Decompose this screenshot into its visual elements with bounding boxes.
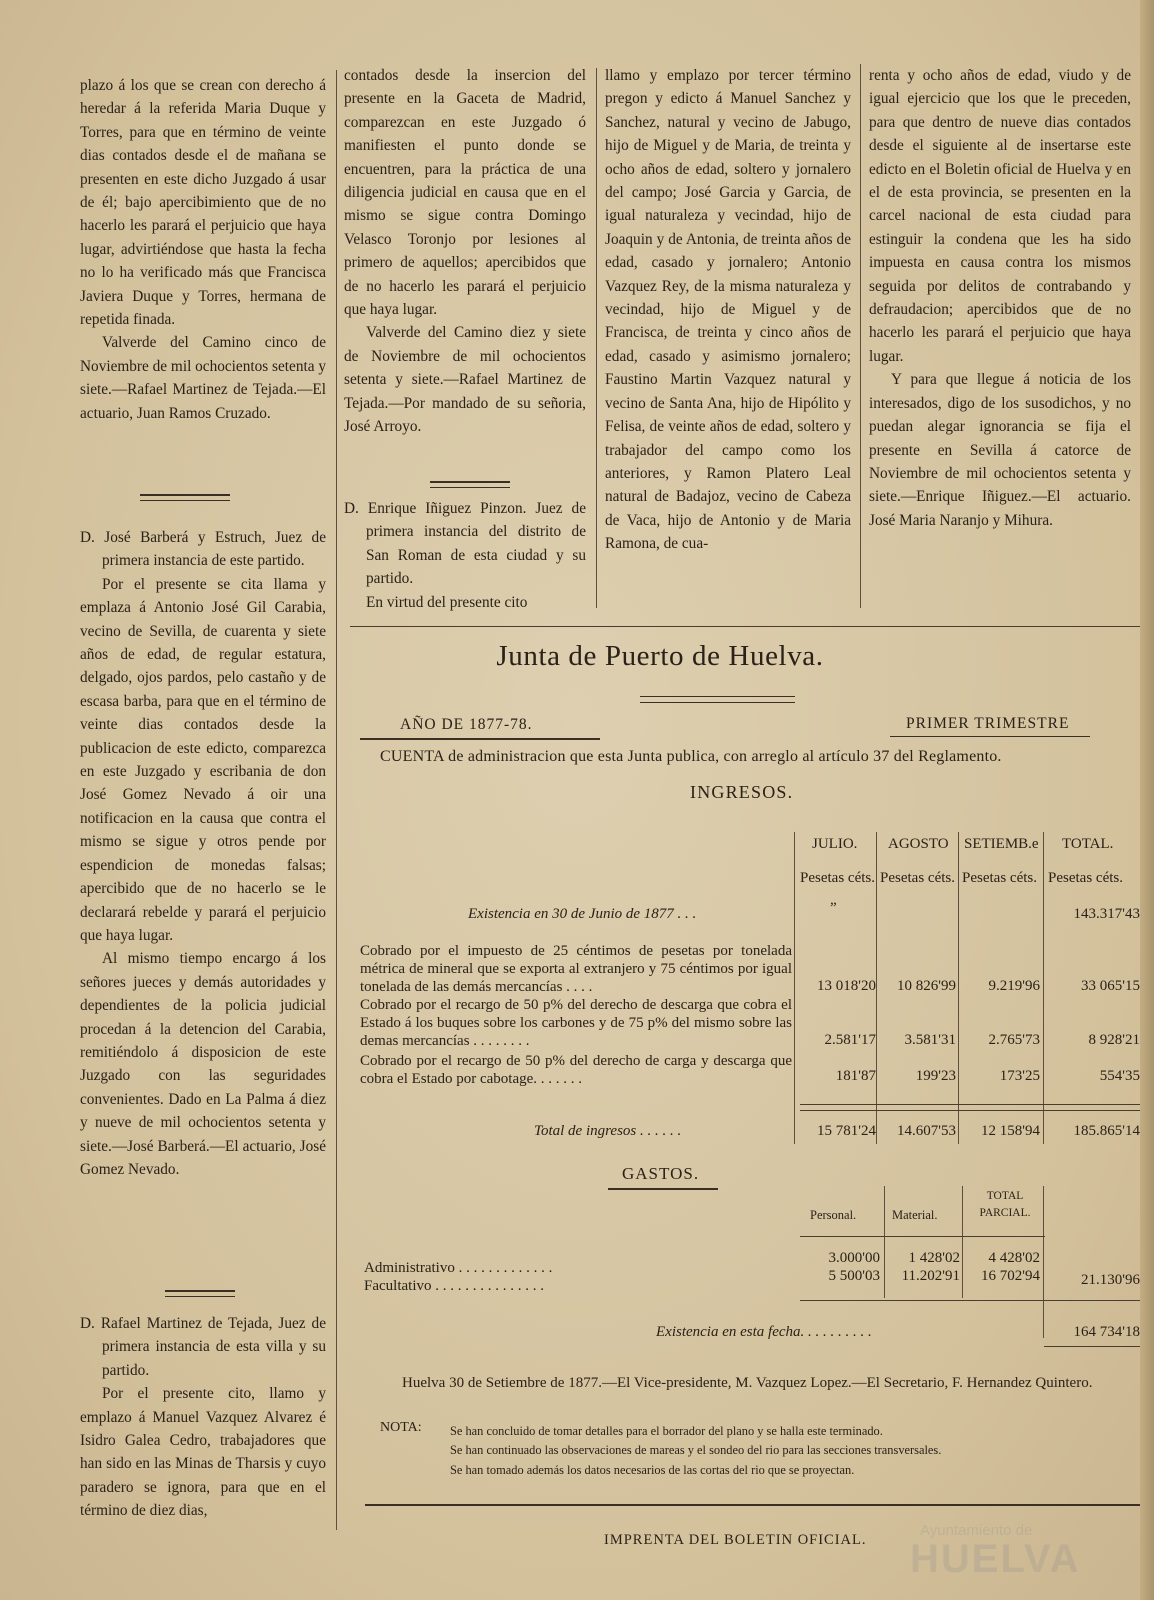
column-2 xyxy=(344,64,586,439)
unit-agosto: Pesetas céts. xyxy=(880,870,955,886)
gastos-title: GASTOS. xyxy=(622,1164,700,1183)
col1-paragraph-2: Valverde del Camino cinco de Noviembre de mil ochocientos setenta y siete.—Rafael Martinez de Tejada.—El actuario, Juan Ramos Cruzado. xyxy=(80,334,326,422)
trimester-underline xyxy=(890,736,1090,737)
separator-ornament xyxy=(140,494,230,501)
column-1c xyxy=(80,1312,326,1523)
ingreso-row-1-julio: 13 018'20 xyxy=(817,978,876,994)
gasto-row-2-parcial: 16 702'94 xyxy=(981,1268,1040,1284)
nota-3: Se han tomado además los datos necesarios de las cortas del rio que se proyectan. xyxy=(450,1463,855,1477)
unit-setiembre: Pesetas céts. xyxy=(962,870,1037,886)
watermark-line-1: Ayuntamiento de xyxy=(920,1522,1033,1539)
junta-title: Junta de Puerto de Huelva. xyxy=(496,640,824,672)
ingresos-title: INGRESOS. xyxy=(690,782,794,802)
col2-paragraph-1: contados desde la insercion del presente en la Gaceta de Madrid, comparezcan en este Juzgado ó manifiesten el punto donde se encuentren, para la práctica de una diligencia judicial en causa que en el mismo se sigue contra Domingo Velasco Toronjo por lesiones al primero de aquellos; apercibidos que de no hacerlo les parará el perjuicio que haya lugar. xyxy=(344,67,586,319)
column-2b xyxy=(344,497,586,614)
column-rule xyxy=(596,68,597,608)
gastos-hrule xyxy=(800,1236,1045,1237)
col2-heading-iniguez: D. Enrique Iñiguez Pinzon. Juez de primera instancia del distrito de San Roman de esta ciudad y su partido. xyxy=(344,500,586,588)
col1-paragraph-5: Por el presente cito, llamo y emplazo á Manuel Vazquez Alvarez é Isidro Galea Cedro, trabajadores que han sido en las Minas de Tharsis y cuyo paradero se ignora, para que en el término de diez dias, xyxy=(80,1385,326,1520)
column-4 xyxy=(869,64,1131,532)
ingreso-row-1-setiembre: 9.219'96 xyxy=(988,978,1040,994)
cuenta-intro: CUENTA de administracion que esta Junta publica, con arreglo al artículo 37 del Reglamento. xyxy=(380,748,1002,765)
ingreso-row-2-label: Cobrado por el recargo de 50 p% del derecho de descarga que cobra el Estado á los buques sobre los carbones y de 75 p% del mismo sobre las demas mercancías . . . . . . . . xyxy=(360,997,792,1049)
col2-paragraph-3: En virtud del presente cito xyxy=(366,593,528,611)
nota-2: Se han continuado las observaciones de mareas y el sondeo del rio para las secciones transversales. xyxy=(450,1443,942,1457)
col-header-agosto: AGOSTO xyxy=(888,836,949,852)
nota-label: NOTA: xyxy=(380,1420,422,1435)
gastos-col-material: Material. xyxy=(892,1208,938,1222)
section-divider xyxy=(350,626,1140,627)
gasto-row-1-material: 1 428'02 xyxy=(908,1250,960,1266)
col3-paragraph-1: llamo y emplazo por tercer término pregon y edicto á Manuel Sanchez y Sanchez, natural y vecino de Jabugo, hijo de Miguel y de Maria, de treinta y ocho años de edad, soltero y jornalero del campo; José Garcia y Garcia, de igual naturaleza y vecindad, hijo de Joaquin y de Antonia, de treinta años de edad, casado y jornalero; Antonio Vazquez Rey, de la misma naturaleza y vecindad, hijo de Miguel y de Francisca, de treinta y cinco años de edad, casado y asimismo jornalero; Faustino Martin Vazquez natural y vecino de Santa Ana, hijo de Hipólito y Felisa, de veinte años de edad, soltero y trabajador del campo como los anteriores, y Ramon Platero Leal natural de Badajoz, vecino de Cabeza de Vaca, hijo de Antonio y de Maria Ramona, de cua- xyxy=(605,67,851,553)
year-label: AÑO DE 1877-78. xyxy=(400,716,533,733)
ingreso-row-2-setiembre: 2.765'73 xyxy=(988,1032,1040,1048)
printer-footer: IMPRENTA DEL BOLETIN OFICIAL. xyxy=(604,1532,867,1548)
total-ingresos-label: Total de ingresos . . . . . . xyxy=(534,1123,682,1139)
separator-ornament xyxy=(430,481,510,488)
column-rule xyxy=(336,70,337,1530)
gastos-col-parcial: TOTAL PARCIAL. xyxy=(979,1190,1031,1219)
ingreso-row-1-label: Cobrado por el impuesto de 25 céntimos de pesetas por tonelada métrica de mineral que se exporta al extranjero y 75 céntimos por igual tonelada de las demás mercancías . . . . xyxy=(360,943,792,995)
ingreso-row-3-agosto: 199'23 xyxy=(915,1068,956,1084)
ingreso-row-3-label: Cobrado por el recargo de 50 p% del derecho de carga y descarga que cobra el Estado por cabotage. . . . . . . xyxy=(360,1053,792,1087)
gastos-underline xyxy=(608,1188,718,1190)
existencia-fecha-label: Existencia en esta fecha. . . . . . . . . . xyxy=(656,1324,872,1340)
existencia-fecha-value: 164 734'18 xyxy=(1073,1324,1140,1340)
ingreso-row-3-julio: 181'87 xyxy=(835,1068,876,1084)
watermark-logo xyxy=(880,1522,1150,1598)
col1-paragraph-4: Al mismo tiempo encargo á los señores jueces y demás autoridades y dependientes de la policia judicial procedan á la detencion del Carabia, remitiéndolo á disposicion de este Juzgado con las seguridades convenientes. Dado en La Palma á diez y nueve de mil ochocientos setenta y siete.—José Barberá.—El actuario, José Gomez Nevado. xyxy=(80,950,326,1178)
gasto-row-2-label: Facultativo . . . . . . . . . . . . . . . xyxy=(364,1278,544,1294)
trimester-label: PRIMER TRIMESTRE xyxy=(906,715,1070,732)
title-ornament xyxy=(640,696,795,703)
total-setiembre: 12 158'94 xyxy=(981,1123,1040,1139)
gasto-row-1-personal: 3.000'00 xyxy=(828,1250,880,1266)
column-1 xyxy=(80,74,326,425)
ingreso-row-2-total: 8 928'21 xyxy=(1088,1032,1140,1048)
ingreso-row-3-setiembre: 173'25 xyxy=(999,1068,1040,1084)
gastos-bottom-rule xyxy=(800,1300,1140,1301)
col1-heading-tejada: D. Rafael Martinez de Tejada, Juez de primera instancia de esta villa y su partido. xyxy=(80,1315,326,1379)
nota-1: Se han concluido de tomar detalles para el borrador del plano y se halla este terminado. xyxy=(450,1424,883,1438)
fecha-bottom-rule xyxy=(1044,1346,1140,1347)
gasto-row-2-material: 11.202'91 xyxy=(901,1268,960,1284)
total-total: 185.865'14 xyxy=(1073,1123,1140,1139)
table-rule xyxy=(958,832,959,1144)
existencia-dash: ” xyxy=(830,900,837,916)
col1-paragraph-3: Por el presente se cita llama y emplaza á Antonio José Gil Carabia, vecino de Sevilla, de cuarenta y siete años de edad, de regular estatura, delgado, ojos pardos, pelo castaño y de escasa barba, para que en el término de veinte dias contados desde la publicacion de este edicto, comparezca en este Juzgado y escribania de don José Gomez Nevado á oir una notificacion en la causa que contra el mismo se sigue y otros pende por espendicion de monedas falsas; apercibido que de no hacerlo se le declarará rebelde y parará el perjuicio que haya lugar. xyxy=(80,575,326,944)
table-hrule xyxy=(800,1104,1140,1105)
col4-paragraph-2: Y para que llegue á noticia de los interesados, digo de los susodichos, y no puedan alegar ignorancia se fija el presente en Sevilla á catorce de Noviembre de mil ochocientos setenta y siete.—Enrique Iñiguez.—El actuario. José Maria Naranjo y Mihura. xyxy=(869,371,1131,529)
table-hrule xyxy=(800,1110,1140,1111)
col2-paragraph-2: Valverde del Camino diez y siete de Noviembre de mil ochocientos setenta y siete.—Rafael Martinez de Tejada.—Por mandado de su señoria, José Arroyo. xyxy=(344,324,586,436)
table-rule xyxy=(1043,832,1044,1144)
signature-line: Huelva 30 de Setiembre de 1877.—El Vice-presidente, M. Vazquez Lopez.—El Secretario, F. Hernandez Quintero. xyxy=(402,1375,1093,1391)
table-rule xyxy=(876,832,877,1144)
page-edge xyxy=(1140,0,1154,1600)
gastos-total: 21.130'96 xyxy=(1081,1272,1140,1288)
total-julio: 15 781'24 xyxy=(817,1123,876,1139)
gastos-col-personal: Personal. xyxy=(810,1208,857,1222)
gasto-row-2-personal: 5 500'03 xyxy=(828,1268,880,1284)
ingreso-row-1-agosto: 10 826'99 xyxy=(897,978,956,994)
footer-rule xyxy=(365,1504,1140,1506)
column-3 xyxy=(605,64,851,556)
ingreso-row-2-agosto: 3.581'31 xyxy=(904,1032,956,1048)
table-rule xyxy=(794,832,795,1144)
column-1b xyxy=(80,526,326,1181)
table-rule xyxy=(1043,1186,1044,1338)
unit-julio: Pesetas céts. xyxy=(800,870,875,886)
ingreso-row-1-total: 33 065'15 xyxy=(1081,978,1140,994)
ingreso-row-3-total: 554'35 xyxy=(1099,1068,1140,1084)
existencia-label: Existencia en 30 de Junio de 1877 . . . xyxy=(468,906,697,922)
col-header-total: TOTAL. xyxy=(1062,836,1114,852)
col-header-julio: JULIO. xyxy=(812,836,858,852)
col1-paragraph-1: plazo á los que se crean con derecho á heredar á la referida Maria Duque y Torres, para que en término de veinte dias contados desde el de mañana se presenten en este dicho Juzgado á usar de él; bajo apercibimiento que de no hacerlo les parará el perjuicio que haya lugar, advirtiéndose que hasta la fecha no lo ha verificado más que Francisca Javiera Duque y Torres, hermana de repetida finada. xyxy=(80,77,326,329)
watermark-line-2: HUELVA xyxy=(910,1537,1081,1581)
ingreso-row-2-julio: 2.581'17 xyxy=(824,1032,876,1048)
col4-paragraph-1: renta y ocho años de edad, viudo y de igual ejercicio que los que le preceden, para que dentro de nueve dias contados desde el siguiente al de insertarse este edicto en el Boletin oficial de Huelva y en el de esta provincia, se presenten en la carcel nacional de esta ciudad para estinguir la condena que les ha sido impuesta en causa contra los mismos seguida por delitos de contrabando y defraudacion; apercibidos que de no hacerlo les parará el perjuicio que haya lugar. xyxy=(869,67,1131,365)
total-agosto: 14.607'53 xyxy=(897,1123,956,1139)
col-header-setiembre: SETIEMB.e xyxy=(964,836,1039,852)
separator-ornament xyxy=(165,1290,235,1297)
column-rule xyxy=(860,64,861,608)
unit-total: Pesetas céts. xyxy=(1048,870,1123,886)
gasto-row-1-parcial: 4 428'02 xyxy=(988,1250,1040,1266)
existencia-total: 143.317'43 xyxy=(1073,906,1140,922)
year-underline xyxy=(360,738,600,740)
gasto-row-1-label: Administrativo . . . . . . . . . . . . . xyxy=(364,1260,553,1276)
col1-heading-barbera: D. José Barberá y Estruch, Juez de primera instancia de este partido. xyxy=(80,529,326,570)
